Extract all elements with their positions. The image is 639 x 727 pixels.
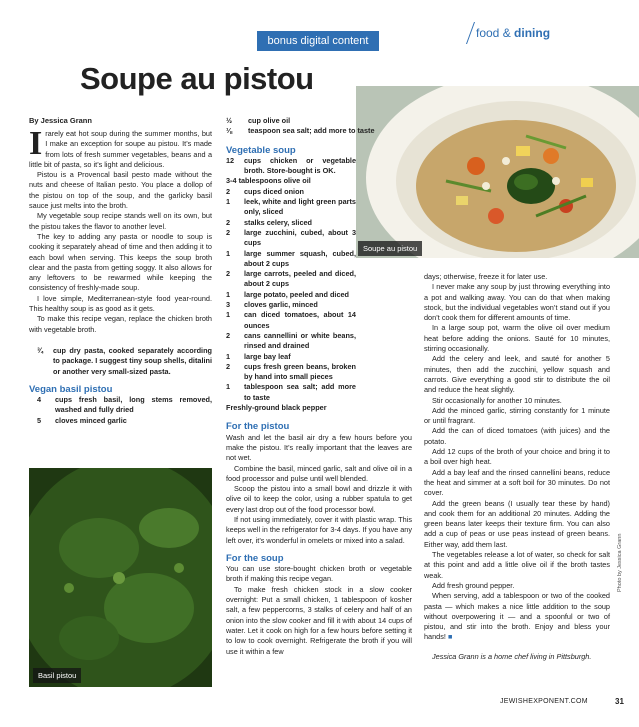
ingredient-row — [226, 218, 356, 228]
ingredient-qty: 1 — [226, 248, 231, 258]
ingredient-qty: 2 — [226, 217, 231, 227]
vegetable-soup-heading: Vegetable soup — [226, 144, 296, 156]
paragraph: Pistou is a Provencal basil pesto made without the nuts and cheese of Italian pesto. You place a dollop of the pistou on top of the soup, and the garlicky basil sauce just melts into the broth. — [29, 170, 212, 211]
ingredient-qty: 12 — [226, 155, 235, 165]
ingredient-qty: 2 — [226, 186, 231, 196]
ingredient-qty: 1 — [226, 310, 231, 320]
ingredient-row — [226, 187, 356, 197]
pasta-ingredient — [29, 346, 212, 377]
ingredient-text: 3-4 tablespoons olive oil — [226, 176, 311, 186]
ingredient-row — [226, 290, 356, 300]
ingredient-text: cup dry pasta, cooked separately according to package. I suggest tiny soup shells, ditalini or another very small-sized pasta. — [53, 345, 212, 376]
ingredient-row — [226, 310, 356, 331]
footer-url: JEWISHEXPONENT.COM — [500, 698, 588, 705]
ingredient-row — [226, 403, 356, 413]
pistou-top-ingredients: ½ cup olive oil ⅛ teaspoon sea salt; add more to taste — [226, 116, 375, 136]
drop-cap: I — [29, 125, 43, 162]
vegetable-ingredients — [226, 156, 356, 413]
paragraph: Add fresh ground pepper. — [432, 580, 515, 590]
vegan-ingredients: 4 cups fresh basil, long stems removed, washed and fully dried 5 cloves minced garlic — [37, 395, 212, 425]
ingredient-qty: 1 — [226, 289, 231, 299]
soup-heading: For the soup — [226, 552, 284, 564]
ingredient-text: cups diced onion — [244, 186, 304, 196]
paragraph: Add the celery and leek, and sauté for another 5 minutes, then add the zucchini, yellow squash and carrots. Give everything a good stir to distribute the oil and reduce the heat slightly. — [424, 354, 610, 395]
paragraph: Stir occasionally for another 10 minutes. — [432, 395, 562, 405]
paragraph: days; otherwise, freeze it for later use. — [424, 272, 548, 281]
paragraph: The key to adding any pasta or noodle to soup is cooking it separately ahead of time and then adding it to each bowl when serving. This keeps the soup broth clear and the pasta from getting soggy. It also allows for any leftovers to be rewarmed while keeping the consistency of freshly-made soup. — [29, 231, 212, 293]
page-number: 31 — [615, 697, 624, 706]
bonus-digital-banner: bonus digital content — [257, 31, 379, 51]
ingredient-qty: 1 — [226, 197, 231, 207]
column-2 — [226, 116, 412, 657]
ingredient-row — [226, 331, 356, 352]
vegan-pistou-heading: Vegan basil pistou — [29, 383, 113, 395]
ingredient-row — [226, 249, 356, 270]
ingredient-text: stalks celery, sliced — [244, 217, 313, 227]
ingredient-row — [226, 352, 356, 362]
paragraph: Add a bay leaf and the rinsed cannellini beans, reduce the heat and simmer at a soft boil for 30 minutes. Do not cover. — [424, 467, 610, 498]
paragraph: You can use store-bought chicken broth or vegetable broth if making this recipe vegan. — [226, 564, 412, 584]
ingredient-text: cloves garlic, minced — [244, 300, 318, 310]
ingredient-text: Freshly-ground black pepper — [226, 403, 327, 413]
paragraph: When serving, add a tablespoon or two of the cooked pasta — which makes a nice little addition to the soup without overpowering it — and a spoonful or two of pistou, and stir into the broth. Enjoy and bless your hands! ■ — [424, 591, 610, 642]
ingredient-text: large bay leaf — [244, 351, 291, 361]
paragraph: The vegetables release a lot of water, so check for salt at this point and add a little olive oil if the broth tastes weak. — [424, 550, 610, 580]
section-tag — [476, 26, 550, 40]
paragraph: I never make any soup by just throwing everything into a pot and walking away. You can do that when making stock, but the individual vegetables won’t stand out if you don’t cook them for different amounts of time. — [424, 282, 610, 323]
paragraph: To make fresh chicken stock in a slow cooker overnight: Put a small chicken, 1 tablespoon of kosher salt, a few peppercorns, 3 stalks of celery and half of an onion into the slow cooker and fill it with about 14 cups of water. Let it cook on high for a few hours before setting it to low to cook overnight. Refrigerate the broth if you will use it within a few — [226, 584, 412, 656]
ingredient-row — [226, 176, 356, 186]
ingredient-row — [226, 228, 356, 249]
paragraph: To make this recipe vegan, replace the chicken broth with vegetable broth. — [29, 314, 212, 334]
photo-credit: Photo by Jessica Grann — [617, 533, 623, 592]
ingredient-text: cups chicken or vegetable broth. Store-bought is OK. — [244, 155, 356, 176]
ingredient-text: cans cannellini or white beans, rinsed and drained — [244, 330, 356, 351]
ingredient-row — [226, 269, 356, 290]
section-tag-dining: dining — [514, 26, 551, 40]
soup-photo-caption: Soupe au pistou — [358, 241, 422, 256]
paragraph: My vegetable soup recipe stands well on its own, but the pistou takes the flavor to another level. — [29, 211, 212, 231]
section-divider — [466, 22, 475, 44]
paragraph: Combine the basil, minced garlic, salt and olive oil in a food processor and pulse until well blended. — [226, 463, 412, 483]
paragraph: If not using immediately, cover it with plastic wrap. This keeps well in the refrigerator for 3-4 days. If you have any left over, it’s wonderful in omelets or mixed into a salad. — [226, 514, 412, 545]
paragraph: I love simple, Mediterranean-style food year-round. This healthy soup is as good as it gets. — [29, 293, 212, 314]
byline: By Jessica Grann — [29, 116, 92, 125]
ingredient-text: large zucchini, cubed, about 3 cups — [244, 227, 356, 248]
ingredient-text: can diced tomatoes, about 14 ounces — [244, 310, 356, 330]
ingredient-qty: 1 — [226, 382, 231, 392]
paragraph: Wash and let the basil air dry a few hours before you make the pistou. It’s really important that the leaves are not wet. — [226, 432, 412, 463]
ingredient-row — [226, 197, 356, 218]
ingredient-row — [226, 382, 356, 403]
ingredient-qty: 1 — [226, 351, 231, 361]
article-title: Soupe au pistou — [80, 61, 314, 96]
ingredient-text: large potato, peeled and diced — [244, 289, 350, 299]
pesto-photo-caption: Basil pistou — [33, 668, 81, 683]
ingredient-row — [226, 300, 356, 310]
author-bio: Jessica Grann is a home chef living in Pittsburgh. — [432, 651, 592, 661]
paragraph: Add the can of diced tomatoes (with juices) and the potato. — [424, 426, 610, 446]
ingredient-text: large carrots, peeled and diced, about 2 cups — [244, 269, 356, 289]
ingredient-qty: 2 — [226, 269, 231, 279]
ingredient-qty: 3 — [226, 300, 231, 310]
ingredient-qty: 2 — [226, 330, 231, 340]
ingredient-text: leek, white and light green parts only, sliced — [244, 197, 356, 217]
ingredient-row — [226, 156, 356, 177]
ingredient-text: large summer squash, cubed, about 2 cups — [244, 248, 356, 268]
paragraph: Add the minced garlic, stirring constantly for 1 minute or until fragrant. — [424, 405, 610, 426]
ingredient-text: tablespoon sea salt; add more to taste — [244, 382, 356, 402]
ingredient-row — [226, 362, 356, 383]
paragraph: Add the green beans (I usually tear these by hand) and cook them for an additional 20 minutes. Adding the green beans later keeps their texture firm. You can also add a cup of peas or use peas instead of green beans. Either way, add them last. — [424, 498, 610, 549]
paragraph: Scoop the pistou into a small bowl and drizzle it with olive oil to keep the color, using a rubber spatula to get every last drop out of the food processor bowl. — [226, 484, 412, 514]
pistou-heading: For the pistou — [226, 421, 290, 433]
paragraph: In a large soup pot, warm the olive oil over medium heat before adding the onions. Sauté for 10 minutes, stirring occasionally. — [424, 323, 610, 354]
end-mark: ■ — [447, 632, 453, 642]
pesto-illustration — [29, 468, 212, 687]
column-1 — [29, 125, 212, 426]
ingredient-qty: ¾ — [37, 345, 44, 355]
ingredient-text: cups fresh green beans, broken by hand into small pieces — [244, 361, 356, 382]
pesto-photo — [29, 468, 212, 687]
column-3 — [424, 272, 610, 662]
paragraph: Add 12 cups of the broth of your choice and bring it to a boil over high heat. — [424, 447, 610, 467]
section-tag-food: food & — [476, 26, 515, 40]
ingredient-qty: 2 — [226, 361, 231, 371]
intro-paragraph: rarely eat hot soup during the summer months, but I make an exception for soupe au pistou. It’s made from lots of fresh summer vegetables, beans and a little bit of pasta, so it’s light and delicious. — [29, 129, 212, 169]
ingredient-qty: 2 — [226, 227, 231, 237]
